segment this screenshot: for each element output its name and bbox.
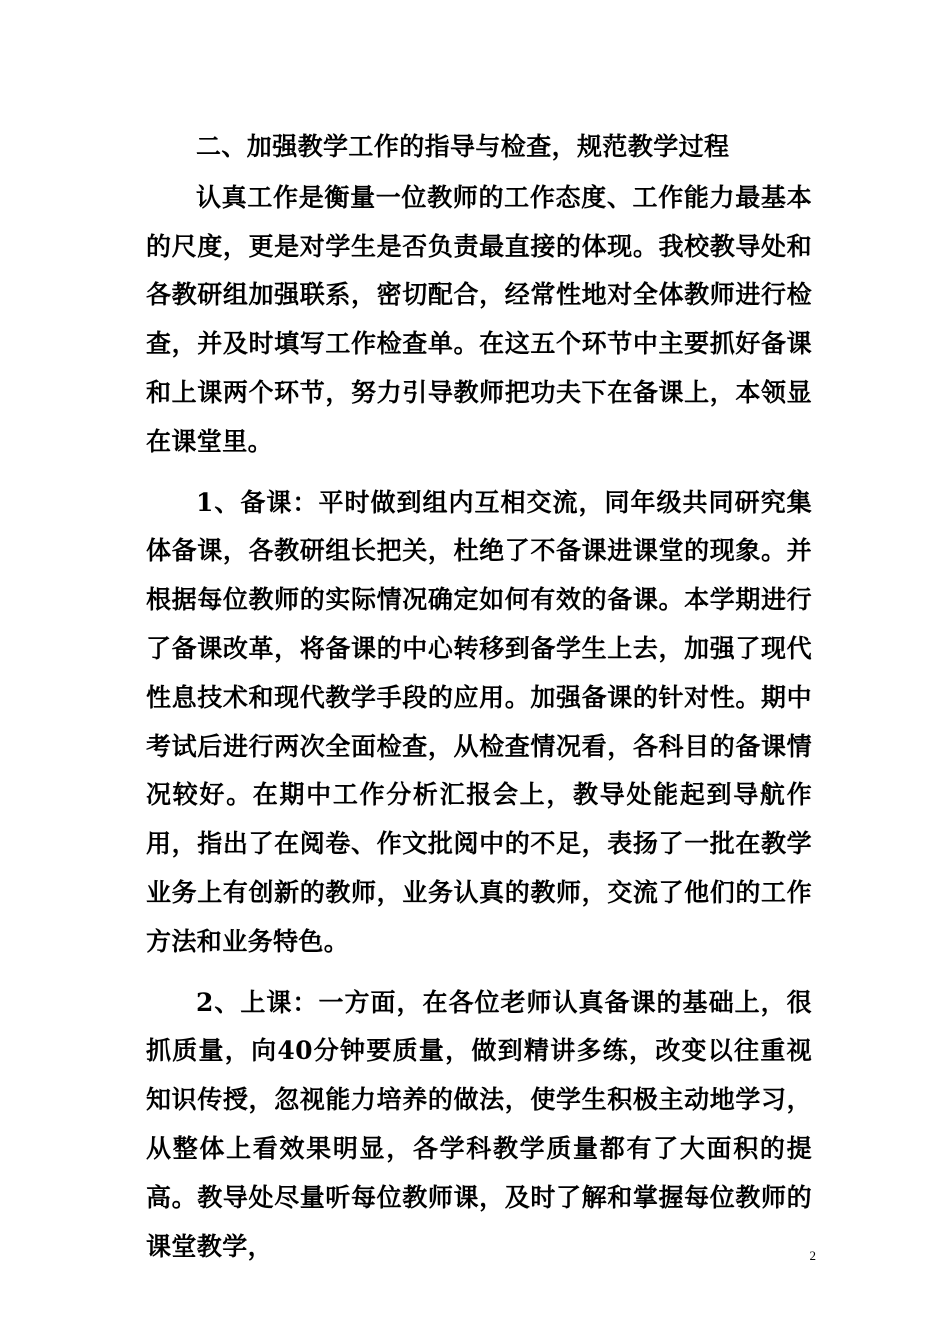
document-body [146, 123, 812, 1271]
paragraph-teaching: 2、上课：一方面，在各位老师认真备课的基础上，很抓质量，向40分钟要质量，做到精讲多练，改变以往重视知识传授，忽视能力培养的做法，使学生积极主动地学习，从整体上看效果明显，各学科教学质量都有了大面积的提高。教导处尽量听每位教师课，及时了解和掌握每位教师的课堂教学， [146, 987, 812, 1261]
paragraph-intro: 认真工作是衡量一位教师的工作态度、工作能力最基本的尺度，更是对学生是否负责最直接的体现。我校教导处和各教研组加强联系，密切配合，经常性地对全体教师进行检查，并及时填写工作检查单。在这五个环节中主要抓好备课和上课两个环节，努力引导教师把功夫下在备课上，本领显在课堂里。 [146, 182, 812, 456]
paragraph-lesson-prep: 1、备课：平时做到组内互相交流，同年级共同研究集体备课，各教研组长把关，杜绝了不备课进课堂的现象。并根据每位教师的实际情况确定如何有效的备课。本学期进行了备课改革，将备课的中心转移到备学生上去，加强了现代性息技术和现代教学手段的应用。加强备课的针对性。期中考试后进行两次全面检查，从检查情况看，各科目的备课情况较好。在期中工作分析汇报会上，教导处能起到导航作用，指出了在阅卷、作文批阅中的不足，表扬了一批在教学业务上有创新的教师，业务认真的教师，交流了他们的工作方法和业务特色。 [146, 487, 812, 956]
section-heading: 二、加强教学工作的指导与检查，规范教学过程 [196, 132, 730, 161]
page-number: 2 [809, 1248, 816, 1263]
